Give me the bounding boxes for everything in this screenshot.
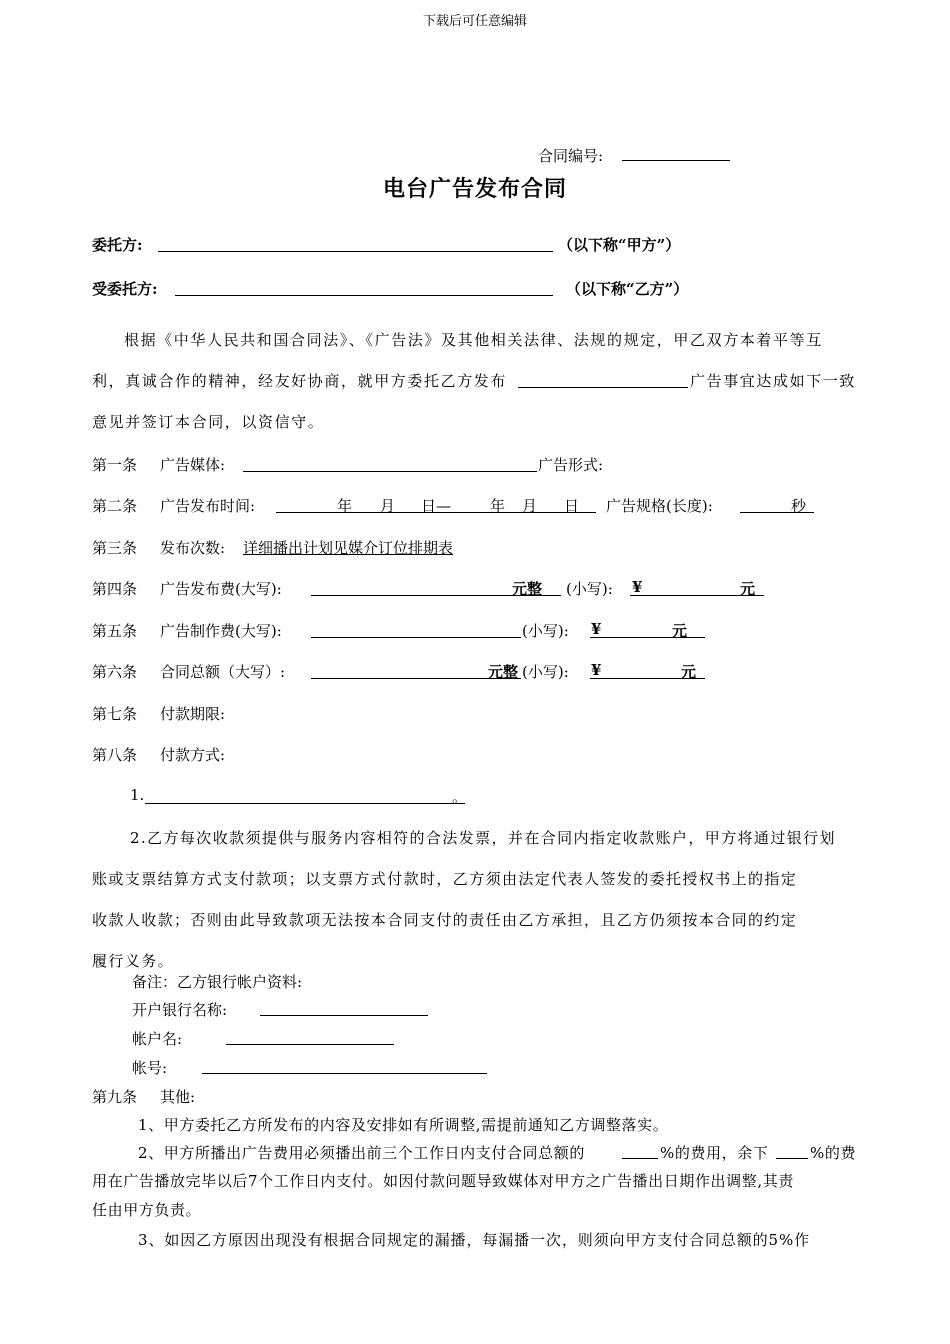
start-year: 年 bbox=[337, 497, 353, 515]
article-5-label: 第五条 bbox=[92, 622, 138, 640]
agent-suffix: （以下称“乙方”） bbox=[566, 280, 689, 298]
other-item-2-c: %的费 bbox=[810, 1144, 857, 1162]
agent-field[interactable] bbox=[175, 295, 553, 296]
payment-item-2-line-4: 履行义务。 bbox=[92, 952, 175, 970]
production-fee-upper-field[interactable] bbox=[311, 637, 521, 638]
other-item-2-b: %的费用，余下 bbox=[660, 1144, 769, 1162]
total-small-label: (小写): bbox=[522, 663, 569, 681]
article-6-field-label: 合同总额（大写）: bbox=[160, 663, 286, 681]
end-month: 月 bbox=[522, 497, 538, 515]
end-year: 年 bbox=[490, 497, 506, 515]
article-1-label: 第一条 bbox=[92, 456, 138, 474]
publish-fee-yen: ¥ bbox=[632, 578, 643, 596]
article-8-label: 第八条 bbox=[92, 746, 138, 764]
other-item-2-line-2: 用在广告播放完毕以后7个工作日内支付。如因付款问题导致媒体对甲方之广告播出日期作出调整,其责 bbox=[92, 1172, 794, 1190]
intro-line-1: 根据《中华人民共和国合同法》、《广告法》及其他相关法律、法规的规定，甲乙双方本着平等互 bbox=[124, 331, 823, 349]
prepay-percent-field[interactable] bbox=[622, 1158, 658, 1159]
production-fee-yuan: 元 bbox=[672, 622, 688, 640]
end-day: 日 bbox=[564, 497, 580, 515]
intro-line-2a: 利，真诚合作的精神，经友好协商，就甲方委托乙方发布 bbox=[92, 372, 508, 390]
other-item-2-line-3: 任由甲方负责。 bbox=[92, 1201, 202, 1219]
header-note: 下载后可任意编辑 bbox=[422, 14, 527, 29]
ad-spec-label: 广告规格(长度): bbox=[606, 497, 713, 515]
other-item-3: 3、如因乙方原因出现没有根据合同规定的漏播，每漏播一次，则须向甲方支付合同总额的5%作 bbox=[138, 1231, 811, 1249]
account-no-field[interactable] bbox=[202, 1073, 487, 1074]
media-field[interactable] bbox=[243, 471, 537, 472]
article-4-field-label: 广告发布费(大写): bbox=[160, 580, 282, 598]
client-field[interactable] bbox=[158, 251, 553, 252]
bank-name-label: 开户银行名称: bbox=[132, 1001, 228, 1019]
contract-no-field[interactable] bbox=[622, 160, 730, 161]
payment-item-2-line-3: 收款人收款；否则由此导致款项无法按本合同支付的责任由乙方承担，且乙方仍须按本合同的约定 bbox=[92, 911, 798, 929]
client-label: 委托方: bbox=[92, 236, 143, 254]
intro-line-2b: 广告事宜达成如下一致 bbox=[690, 372, 857, 390]
article-2-label: 第二条 bbox=[92, 497, 138, 515]
article-2-field-label: 广告发布时间: bbox=[160, 497, 256, 515]
total-yuan: 元 bbox=[681, 663, 697, 681]
payment-item-2-line-1: 2.乙方每次收款须提供与服务内容相符的合法发票，并在合同内指定收款账户，甲方将通过银行划 bbox=[130, 829, 836, 847]
start-month: 月 bbox=[380, 497, 396, 515]
article-1-suffix: 广告形式: bbox=[538, 456, 604, 474]
publish-fee-yuan: 元 bbox=[740, 580, 756, 598]
article-3-field-label: 发布次数: bbox=[160, 539, 226, 557]
production-fee-lower-field[interactable] bbox=[590, 637, 705, 638]
article-9-label: 第九条 bbox=[92, 1088, 138, 1106]
start-day: 日— bbox=[421, 497, 452, 515]
intro-line-3: 意见并签订本合同，以资信守。 bbox=[92, 413, 325, 431]
contract-no-label: 合同编号: bbox=[538, 147, 604, 165]
agent-label: 受委托方: bbox=[92, 280, 158, 298]
total-unit: 元整 bbox=[488, 663, 519, 681]
intro-ad-field[interactable] bbox=[518, 387, 688, 388]
article-7-label: 第七条 bbox=[92, 705, 138, 723]
account-name-field[interactable] bbox=[226, 1044, 394, 1045]
other-item-2-a: 2、甲方所播出广告费用必须播出前三个工作日内支付合同总额的 bbox=[138, 1144, 585, 1162]
payment-item-1-end: 。 bbox=[452, 788, 468, 806]
schedule-value: 详细播出计划见媒介订位排期表 bbox=[243, 539, 454, 557]
bank-name-field[interactable] bbox=[260, 1015, 428, 1016]
remaining-percent-field[interactable] bbox=[776, 1158, 808, 1159]
payment-method-field[interactable] bbox=[145, 803, 465, 804]
article-8-field-label: 付款方式: bbox=[160, 746, 226, 764]
payment-item-2-line-2: 账或支票结算方式支付款项；以支票方式付款时，乙方须由法定代表人签发的委托授权书上的指定 bbox=[92, 870, 798, 888]
article-7-field-label: 付款期限: bbox=[160, 705, 226, 723]
page-title: 电台广告发布合同 bbox=[382, 176, 567, 202]
article-3-label: 第三条 bbox=[92, 539, 138, 557]
payment-item-1-num: 1. bbox=[130, 786, 145, 804]
seconds-unit: 秒 bbox=[791, 497, 807, 515]
account-no-label: 帐号: bbox=[132, 1059, 168, 1077]
article-4-label: 第四条 bbox=[92, 580, 138, 598]
bank-note: 备注：乙方银行帐户资料: bbox=[132, 973, 303, 991]
publish-fee-unit: 元整 bbox=[512, 580, 543, 598]
other-item-1: 1、甲方委托乙方所发布的内容及安排如有所调整,需提前通知乙方调整落实。 bbox=[138, 1116, 669, 1134]
article-1-field-label: 广告媒体: bbox=[160, 456, 226, 474]
client-suffix: （以下称“甲方”） bbox=[558, 236, 681, 254]
publish-fee-small-label: (小写): bbox=[566, 580, 613, 598]
total-yen: ¥ bbox=[591, 661, 602, 679]
article-6-label: 第六条 bbox=[92, 663, 138, 681]
account-name-label: 帐户名: bbox=[132, 1030, 183, 1048]
article-5-field-label: 广告制作费(大写): bbox=[160, 622, 282, 640]
production-fee-small-label: (小写): bbox=[522, 622, 569, 640]
production-fee-yen: ¥ bbox=[591, 620, 602, 638]
article-9-field-label: 其他: bbox=[160, 1088, 196, 1106]
